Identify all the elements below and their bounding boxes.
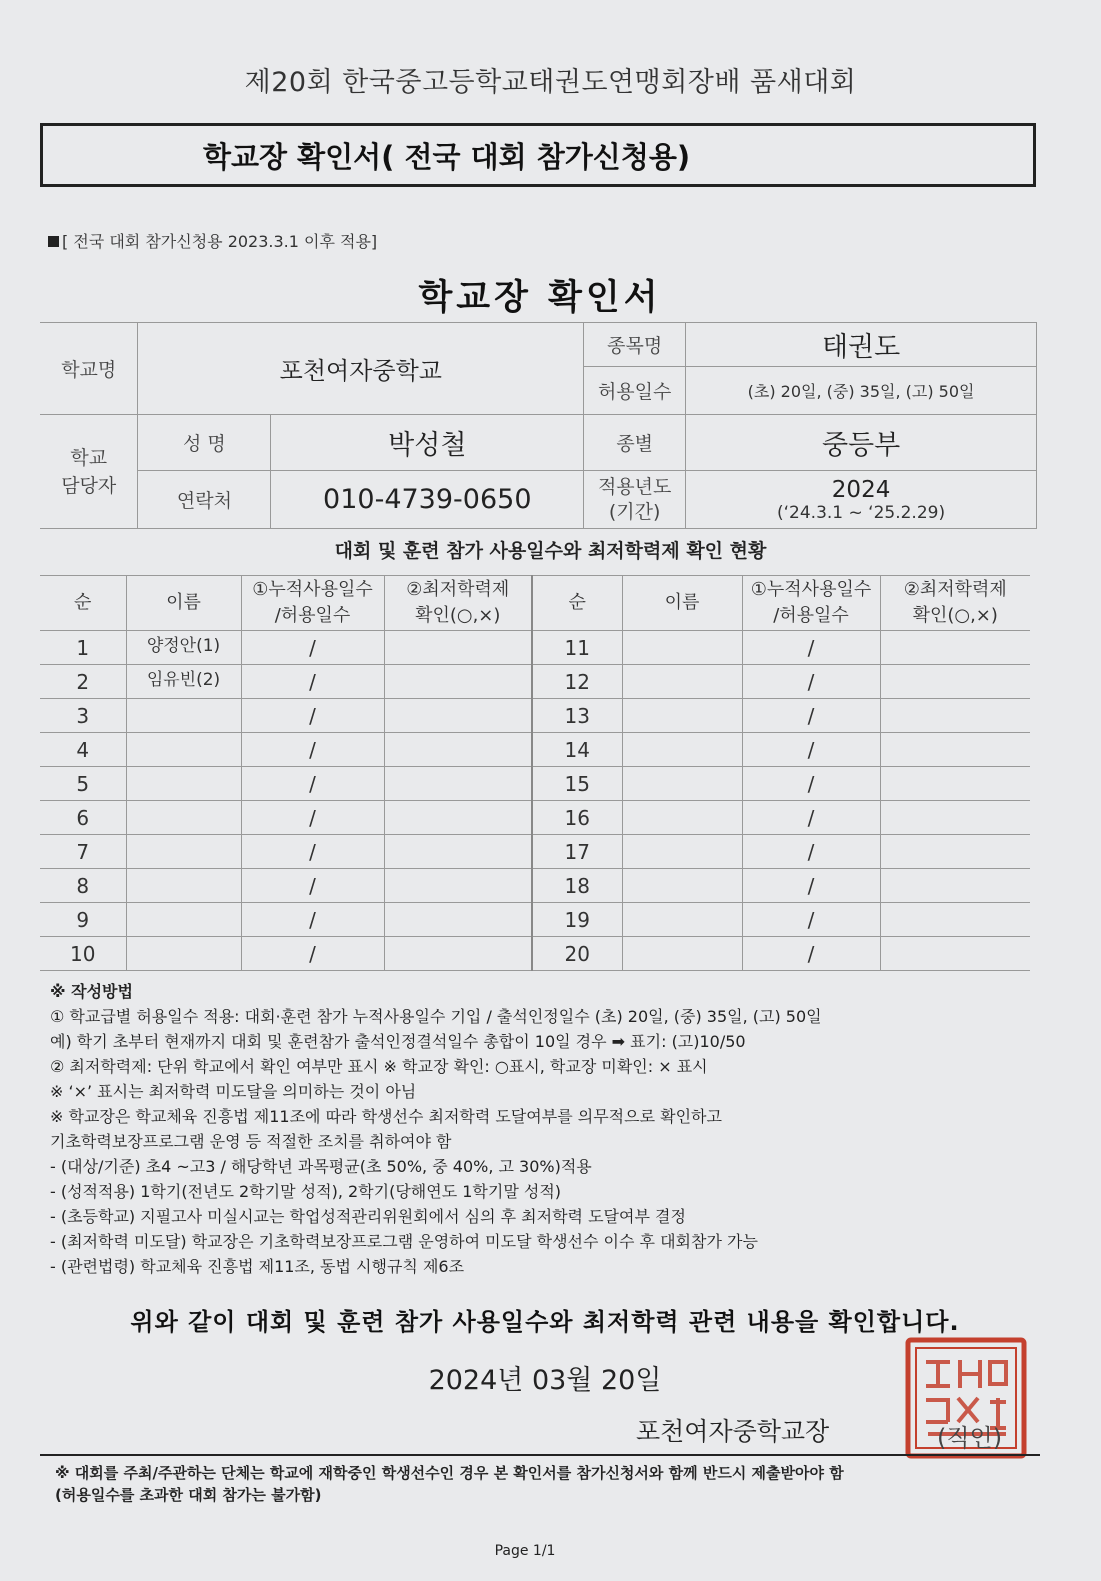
- row-name-2: [622, 835, 742, 869]
- row-name-2: [622, 937, 742, 971]
- roster-row: [40, 699, 1030, 733]
- name-label: 성 명: [138, 415, 271, 471]
- row-name: [126, 937, 241, 971]
- year-cell: [686, 471, 1037, 529]
- school-value: 포천여자중학교: [138, 323, 584, 415]
- row-days-2: /: [742, 665, 880, 699]
- name-value: 박성철: [271, 415, 584, 471]
- row-no: 5: [40, 767, 126, 801]
- page-number: Page 1/1: [494, 1543, 556, 1559]
- row-name: [126, 699, 241, 733]
- roster-row: [40, 835, 1030, 869]
- row-days-2: /: [742, 631, 880, 665]
- note-line: ※ ‘×’ 표시는 최저학력 미도달을 의미하는 것이 아님: [50, 1082, 417, 1101]
- row-no-2: 14: [532, 733, 622, 767]
- row-no: 1: [40, 631, 126, 665]
- roster-table: [40, 575, 1030, 971]
- square-bullet-icon: [48, 236, 59, 247]
- footer-line-2: (허용일수를 초과한 대회 참가는 불가함): [55, 1486, 322, 1504]
- row-days-2: /: [742, 869, 880, 903]
- row-min-check: [384, 937, 532, 971]
- main-title: 학교장 확인서: [418, 278, 662, 318]
- roster-row: [40, 767, 1030, 801]
- row-days-2: /: [742, 699, 880, 733]
- row-days: /: [241, 699, 384, 733]
- row-days-2: /: [742, 767, 880, 801]
- row-no-2: 13: [532, 699, 622, 733]
- row-min-check-2: [880, 699, 1030, 733]
- row-name: [126, 733, 241, 767]
- note-line: - (최저학력 미도달) 학교장은 기초학력보장프로그램 운영하여 미도달 학생선수 이수 후 대회참가 가능: [50, 1232, 758, 1251]
- year-label: 적용년도 (기간): [584, 471, 686, 529]
- row-no: 3: [40, 699, 126, 733]
- row-name-2: [622, 801, 742, 835]
- footer-line-1: ※ 대회를 주최/주관하는 단체는 학교에 재학중인 학생선수인 경우 본 확인서를 참가신청서와 함께 반드시 제출받아야 함: [55, 1464, 844, 1482]
- row-min-check: [384, 665, 532, 699]
- col-no-2: 순: [532, 576, 622, 631]
- row-days: /: [241, 801, 384, 835]
- row-name-2: [622, 733, 742, 767]
- note-line: - (관련법령) 학교체육 진흥법 제11조, 동법 시행규칙 제6조: [50, 1257, 465, 1276]
- roster-subtitle: 대회 및 훈련 참가 사용일수와 최저학력제 확인 현황: [334, 540, 767, 562]
- apply-note: [48, 229, 377, 252]
- row-days: /: [241, 937, 384, 971]
- issue-date: 2024년 03월 20일: [428, 1365, 662, 1396]
- row-min-check-2: [880, 937, 1030, 971]
- col-no: 순: [40, 576, 126, 631]
- allow-value: (초) 20일, (중) 35일, (고) 50일: [686, 367, 1037, 415]
- col-name-2: 이름: [622, 576, 742, 631]
- roster-row: [40, 733, 1030, 767]
- note-line: ① 학교급별 허용일수 적용: 대회·훈련 참가 누적사용일수 기입 / 출석인정일수 (초) 20일, (중) 35일, (고) 50일: [50, 1007, 822, 1026]
- row-min-check-2: [880, 733, 1030, 767]
- row-name: 양정안(1): [126, 631, 241, 665]
- row-name: [126, 801, 241, 835]
- row-days-2: /: [742, 903, 880, 937]
- row-min-check: [384, 631, 532, 665]
- row-no-2: 12: [532, 665, 622, 699]
- event-title: 제20회 한국중고등학교태권도연맹회장배 품새대회: [244, 67, 857, 98]
- note-line: 기초학력보장프로그램 운영 등 적절한 조치를 취하여야 함: [50, 1132, 452, 1151]
- roster-row: [40, 903, 1030, 937]
- row-min-check: [384, 767, 532, 801]
- row-min-check: [384, 801, 532, 835]
- row-min-check: [384, 835, 532, 869]
- row-days: /: [241, 835, 384, 869]
- sport-label: 종목명: [584, 323, 686, 367]
- row-no: 7: [40, 835, 126, 869]
- row-min-check: [384, 869, 532, 903]
- division-value: 중등부: [686, 415, 1037, 471]
- row-days-2: /: [742, 835, 880, 869]
- footer-note: [55, 1462, 844, 1506]
- row-name: [126, 835, 241, 869]
- row-min-check-2: [880, 903, 1030, 937]
- row-no-2: 19: [532, 903, 622, 937]
- row-no: 8: [40, 869, 126, 903]
- principal-name: 포천여자중학교장: [636, 1417, 830, 1446]
- row-no: 6: [40, 801, 126, 835]
- apply-note-text: [ 전국 대회 참가신청용 2023.3.1 이후 적용]: [62, 232, 378, 251]
- roster-header: [40, 576, 1030, 631]
- row-no-2: 11: [532, 631, 622, 665]
- roster-row: [40, 869, 1030, 903]
- note-line: 예) 학기 초부터 현재까지 대회 및 훈련참가 출석인정결석일수 총합이 10일 경우 ➡ 표기: (고)10/50: [50, 1032, 746, 1051]
- manager-label: 학교 담당자: [40, 415, 138, 529]
- row-name-2: [622, 767, 742, 801]
- note-line: ※ 학교장은 학교체육 진흥법 제11조에 따라 학생선수 최저학력 도달여부를 의무적으로 확인하고: [50, 1107, 722, 1126]
- note-line: ② 최저학력제: 단위 학교에서 확인 여부만 표시 ※ 학교장 확인: ○표시, 학교장 미확인: × 표시: [50, 1057, 708, 1076]
- row-name-2: [622, 699, 742, 733]
- row-days: /: [241, 631, 384, 665]
- row-min-check: [384, 733, 532, 767]
- row-no-2: 15: [532, 767, 622, 801]
- row-no: 4: [40, 733, 126, 767]
- roster-row: [40, 801, 1030, 835]
- row-days-2: /: [742, 733, 880, 767]
- row-name-2: [622, 631, 742, 665]
- row-name: 임유빈(2): [126, 665, 241, 699]
- division-label: 종별: [584, 415, 686, 471]
- year-value: 2024: [831, 476, 891, 503]
- row-min-check-2: [880, 801, 1030, 835]
- roster-row: [40, 665, 1030, 699]
- note-line: ※ 작성방법: [50, 982, 133, 1001]
- row-no: 10: [40, 937, 126, 971]
- col-name: 이름: [126, 576, 241, 631]
- row-name-2: [622, 903, 742, 937]
- row-name: [126, 869, 241, 903]
- row-days: /: [241, 903, 384, 937]
- row-no-2: 16: [532, 801, 622, 835]
- allow-label: 허용일수: [584, 367, 686, 415]
- row-days: /: [241, 733, 384, 767]
- period-value: (‘24.3.1 ~ ‘25.2.29): [777, 502, 946, 523]
- row-days: /: [241, 869, 384, 903]
- contact-label: 연락처: [138, 471, 271, 529]
- seal-label: (직인): [937, 1424, 1003, 1452]
- roster-row: [40, 631, 1030, 665]
- col-days-2: ①누적사용일수 /허용일수: [742, 576, 880, 631]
- row-no: 2: [40, 665, 126, 699]
- row-name-2: [622, 869, 742, 903]
- sport-value: 태권도: [686, 323, 1037, 367]
- row-min-check: [384, 699, 532, 733]
- row-min-check-2: [880, 665, 1030, 699]
- row-min-check: [384, 903, 532, 937]
- roster-row: [40, 937, 1030, 971]
- col-days: ①누적사용일수 /허용일수: [241, 576, 384, 631]
- row-no: 9: [40, 903, 126, 937]
- row-no-2: 20: [532, 937, 622, 971]
- row-min-check-2: [880, 835, 1030, 869]
- contact-value: 010-4739-0650: [271, 471, 584, 529]
- row-days: /: [241, 767, 384, 801]
- school-label: 학교명: [40, 323, 138, 415]
- doc-title: 학교장 확인서( 전국 대회 참가신청용): [203, 139, 691, 174]
- note-line: - (성적적용) 1학기(전년도 2학기말 성적), 2학기(당해연도 1학기말 성적): [50, 1182, 562, 1201]
- row-min-check-2: [880, 767, 1030, 801]
- note-line: - (초등학교) 지필고사 미실시교는 학업성적관리위원회에서 심의 후 최저학력 도달여부 결정: [50, 1207, 686, 1226]
- doc-title-box: [40, 123, 1036, 187]
- row-min-check-2: [880, 869, 1030, 903]
- row-name: [126, 903, 241, 937]
- row-name-2: [622, 665, 742, 699]
- col-min: ②최저학력제 확인(○,×): [384, 576, 532, 631]
- row-no-2: 18: [532, 869, 622, 903]
- row-name: [126, 767, 241, 801]
- col-min-2: ②최저학력제 확인(○,×): [880, 576, 1030, 631]
- row-no-2: 17: [532, 835, 622, 869]
- confirm-statement: 위와 같이 대회 및 훈련 참가 사용일수와 최저학력 관련 내용을 확인합니다.: [130, 1308, 960, 1336]
- row-min-check-2: [880, 631, 1030, 665]
- row-days-2: /: [742, 937, 880, 971]
- note-line: - (대상/기준) 초4 ~고3 / 해당학년 과목평균(초 50%, 중 40%, 고 30%)적용: [50, 1157, 592, 1176]
- info-table: [40, 322, 1037, 529]
- notes-section: [50, 979, 1060, 1279]
- row-days-2: /: [742, 801, 880, 835]
- row-days: /: [241, 665, 384, 699]
- footer-divider: [40, 1454, 1040, 1456]
